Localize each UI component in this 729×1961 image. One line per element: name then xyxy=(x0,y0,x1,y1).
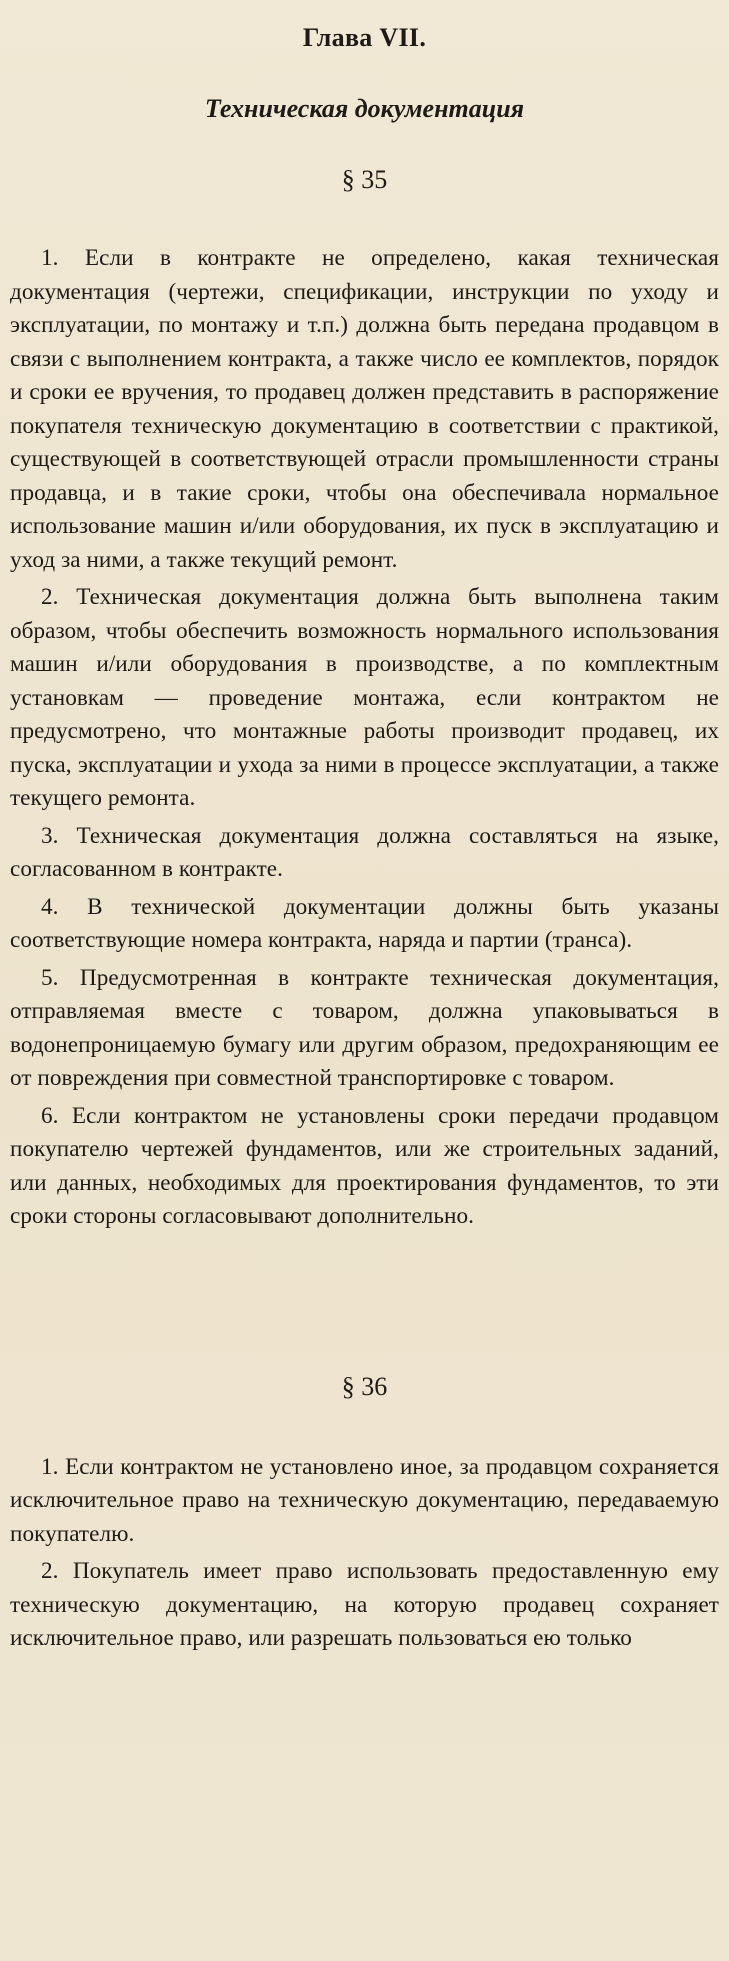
section-body xyxy=(10,1451,719,1656)
paragraph: 2. Покупатель имеет право использовать предоставленную ему техническую документацию, на которую продавец сохраняет исключительное право, или разрешать пользоваться ею только xyxy=(10,1558,719,1651)
chapter-title: Глава VII. xyxy=(302,23,427,52)
paragraph: 5. Предусмотренная в контракте техническая документация, отправляемая вместе с товаром, должна упаковываться в водонепроницаемую бумагу или другим образом, предохраняющим ее от повреждения при совместной транспортировке с товаром. xyxy=(10,964,719,1091)
section-number: § 35 xyxy=(341,165,388,194)
section-body xyxy=(10,242,719,1234)
section-number: § 36 xyxy=(341,1371,388,1401)
section-36 xyxy=(0,1369,729,1656)
paragraph: 6. Если контрактом не установлены сроки передачи продавцом покупателю чертежей фундаментов, или же строительных заданий, или данных, необходимых для проектирования фундаментов, то эти сроки стороны согласовывают дополнительно. xyxy=(10,1102,719,1229)
paragraph: 1. Если контрактом не установлено иное, за продавцом сохраняется исключительное право на техническую документацию, передаваемую покупателю. xyxy=(10,1453,719,1547)
paragraph: 2. Техническая документация должна быть выполнена таким образом, чтобы обеспечить возможность нормального использования машин и/или оборудования в производстве, а по комплектным установкам — проведение монтажа, если контрактом не предусмотрено, что монтажные работы производит продавец, их пуска, эксплуатации и ухода за ними в процессе эксплуатации, а также текущего ремонта. xyxy=(10,584,719,811)
section-35 xyxy=(0,162,729,1234)
paragraph: 4. В технической документации должны быть указаны соответствующие номера контракта, наряда и партии (транса). xyxy=(10,893,719,953)
paragraph: 1. Если в контракте не определено, какая техническая документация (чертежи, спецификации, инструкции по уходу и эксплуатации, по монтажу и т.п.) должна быть передана продавцом в связи с выполнением контракта, а также число ее комплектов, порядок и сроки ее вручения, то продавец должен представить в распоряжение покупателя техническую документацию в соответствии с практикой, существующей в соответствующей отрасли промышленности страны продавца, и в такие сроки, чтобы она обеспечивала нормальное использование машин и/или оборудования, их пуск в эксплуатацию и уход за ними, а также текущий ремонт. xyxy=(10,245,719,573)
chapter-subtitle: Техническая документация xyxy=(204,94,525,123)
paragraph: 3. Техническая документация должна составляться на языке, согласованном в контракте. xyxy=(10,822,719,882)
